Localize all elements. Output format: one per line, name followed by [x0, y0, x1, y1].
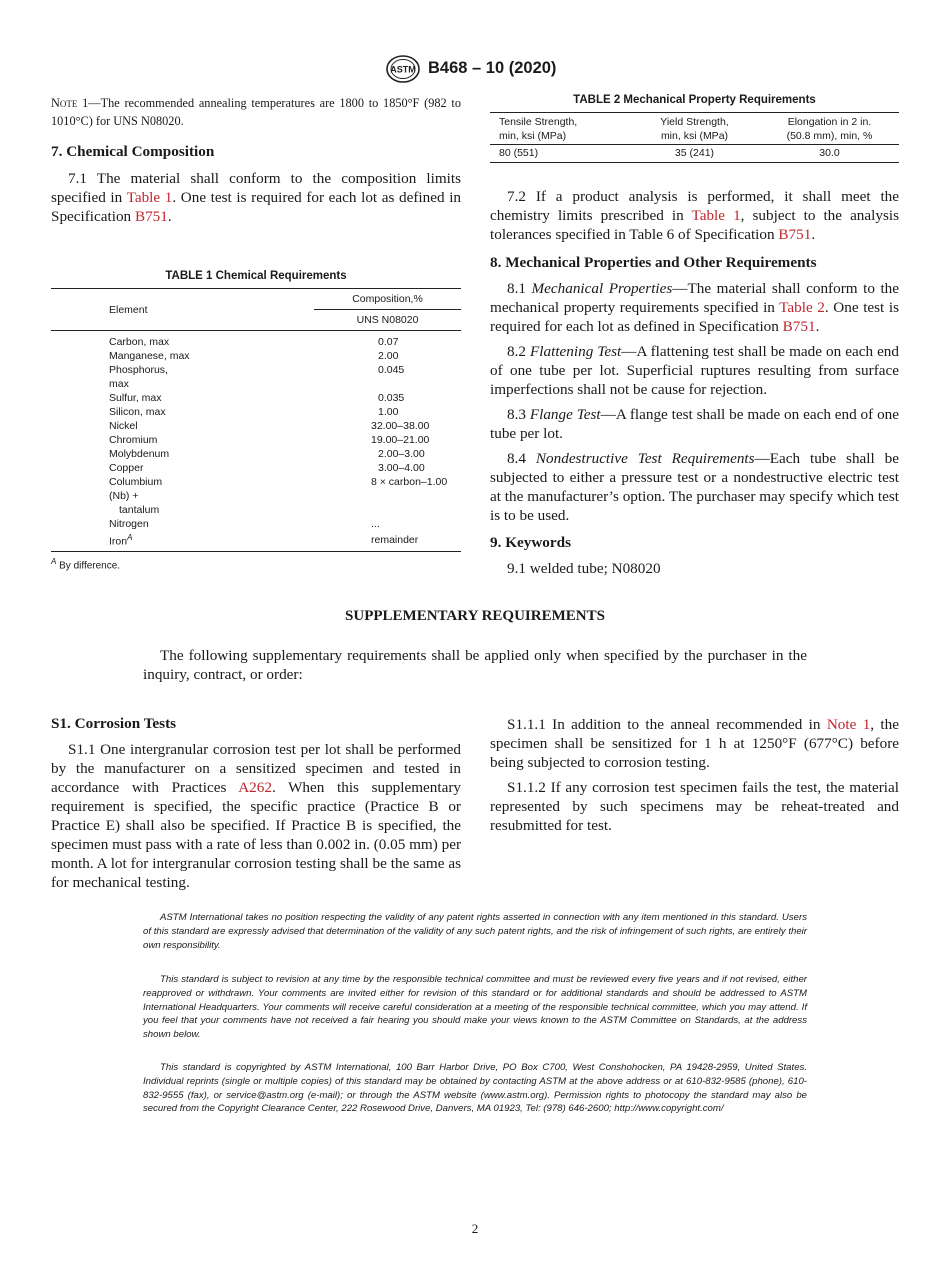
footer-patent-notice: ASTM International takes no position respecting the validity of any patent rights asserted in connection with any item mentioned in this standard. Users of this standard are expressly advised that determination of the validity of any such patent rights, and the risk of infringement of such rights, are entirely their own responsibility.: [143, 912, 807, 951]
link-note-1[interactable]: Note 1: [826, 716, 871, 733]
table-row: Copper 3.00–4.00: [109, 462, 425, 474]
para-8-1: 8.1 Mechanical Properties—The material shall conform to the mechanical property requirements specified in Table 2. One test is required for each lot as defined in Specification B751.: [490, 280, 900, 335]
table-1-col-element: Element: [51, 289, 314, 331]
table-row: Chromium 19.00–21.00: [109, 434, 430, 446]
link-table-2[interactable]: Table 2: [779, 299, 825, 316]
link-table-1[interactable]: Table 1: [126, 189, 173, 206]
table-1-col-uns: UNS N08020: [314, 310, 461, 331]
designation-title: B468 – 10 (2020): [428, 59, 557, 77]
table-2-grid: [490, 112, 899, 163]
section-8-title: 8. Mechanical Properties and Other Requirements: [490, 254, 817, 271]
para-s1-1-2: S1.1.2 If any corrosion test specimen fails the test, the material represented by such specimens may be reheat-treated and resubmitted for test.: [490, 779, 899, 834]
link-a262[interactable]: A262: [238, 779, 272, 796]
table-row: Molybdenum 2.00–3.00: [109, 448, 425, 460]
link-b751[interactable]: B751: [134, 208, 168, 225]
section-s1-title: S1. Corrosion Tests: [51, 715, 177, 732]
note-1-text: —The recommended annealing temperatures are 1800 to 1850°F (982 to 1010°C) for UNS N08020.: [51, 96, 461, 128]
table-2-col-tensile: Tensile Strength, min, ksi (MPa): [490, 113, 629, 145]
para-8-4: 8.4 Nondestructive Test Requirements—Each tube shall be subjected to either a pressure test or a nondestructive electric test at the manufacturer’s option. The purchaser may specify which test is to be used.: [490, 450, 899, 524]
link-b751[interactable]: B751: [778, 226, 812, 243]
para-7-1: 7.1 The material shall conform to the composition limits specified in Table 1. One test is required for each lot as defined in Specification B751.: [51, 170, 462, 225]
section-7-title: 7. Chemical Composition: [51, 143, 215, 160]
table-1-footnote: $^A$ By difference.: [51, 556, 121, 571]
table-2-col-yield: Yield Strength, min, ksi (MPa): [629, 113, 760, 145]
note-1: [51, 95, 461, 130]
table-row: Columbium (Nb) + tantalum 8 × carbon–1.00: [109, 476, 448, 516]
footer-copyright-notice: This standard is copyrighted by ASTM International, 100 Barr Harbor Drive, PO Box C700, West Conshohocken, PA 19428-2959, United States. Individual reprints (single or multiple copies) of this standard may be obtained by contacting ASTM at the above address or at 610-832-9585 (phone), 610-832-9555 (fax), or service@astm.org (e-mail); or through the ASTM website (www.astm.org). Permission rights to photocopy the standard may also be secured from the Copyright Clearance Center, 222 Rosewood Drive, Danvers, MA 01923, Tel: (978) 646-2600; http://www.copyright.com/: [143, 1062, 807, 1115]
table-2: [490, 94, 899, 163]
table-row: 80 (551) 35 (241) 30.0: [499, 147, 840, 159]
table-1-col-composition: Composition,%: [314, 289, 461, 310]
section-s1: [51, 715, 461, 892]
table-row: Nitrogen ...: [109, 518, 380, 530]
table-row: Nickel 32.00–38.00: [109, 420, 430, 432]
supplementary-intro: The following supplementary requirements shall be applied only when specified by the purchaser in the inquiry, contract, or order:: [143, 647, 807, 683]
logo-lettering: ASTM: [390, 64, 416, 75]
link-b751[interactable]: B751: [782, 318, 816, 335]
para-7-2: 7.2 If a product analysis is performed, it shall meet the chemistry limits prescribed in Table 1, subject to the analysis tolerances specified in Table 6 of Specification B751.: [490, 188, 899, 243]
table-2-title: TABLE 2 Mechanical Property Requirements: [573, 94, 816, 106]
table-row: Iron$^A$ remainder: [51, 531, 461, 551]
note-1-label: Note 1: [51, 96, 89, 110]
supplementary-title: SUPPLEMENTARY REQUIREMENTS: [345, 608, 605, 624]
table-2-col-elongation: Elongation in 2 in. (50.8 mm), min, %: [760, 113, 899, 145]
para-s1-1: S1.1 One intergranular corrosion test per lot shall be performed by the manufacturer on a sensitized specimen and tested in accordance with Practices A262. When this supplementary requirement is specified, the specific practice (Practice B or Practice E) shall also be specified. If Practice B is specified, the specimen must pass with a rate of less than 0.002 in. (0.05 mm) per month. A lot for intergranular corrosion testing shall be the same as for mechanical testing.: [51, 741, 461, 891]
table-row: Phosphorus, max 0.045: [109, 364, 405, 390]
footer-revision-notice: This standard is subject to revision at any time by the responsible technical committee and must be reviewed every five years and if not revised, either reapproved or withdrawn. Your comments are invited either for revision of this standard or for additional standards and should be addressed to ASTM International Headquarters. Your comments will receive careful consideration at a meeting of the responsible technical committee, which you may attend. If you feel that your comments have not received a fair hearing you should make your views known to the ASTM Committee on Standards, at the address shown below.: [143, 974, 807, 1041]
table-row: Silicon, max 1.00: [109, 406, 399, 418]
page-number: 2: [471, 1221, 479, 1236]
table-row: Sulfur, max 0.035: [109, 392, 405, 404]
astm-logo: [384, 55, 422, 83]
table-row: Manganese, max 2.00: [109, 350, 399, 362]
section-s1-right: [490, 715, 899, 835]
section-9-title: 9. Keywords: [490, 534, 571, 551]
para-8-2: 8.2 Flattening Test—A flattening test shall be made on each end of one tube per lot. Superficial ruptures resulting from surface imperfections shall not be cause for rejection.: [490, 343, 899, 398]
para-s1-1-1: S1.1.1 In addition to the anneal recommended in Note 1, the specimen shall be sensitized for 1 h at 1250°F (677°C) before being subjected to corrosion testing.: [490, 716, 899, 771]
page-header: [0, 55, 950, 85]
section-7: [51, 143, 461, 226]
table-1-grid: [51, 289, 461, 552]
right-column: [490, 187, 899, 578]
table-row: Carbon, max 0.07: [109, 336, 399, 348]
para-9-1: 9.1 welded tube; N08020: [507, 560, 661, 577]
link-table-1[interactable]: Table 1: [691, 207, 741, 224]
table-1-title: TABLE 1 Chemical Requirements: [165, 270, 347, 282]
para-8-3: 8.3 Flange Test—A flange test shall be made on each end of one tube per lot.: [490, 406, 899, 442]
table-1: [51, 270, 461, 571]
